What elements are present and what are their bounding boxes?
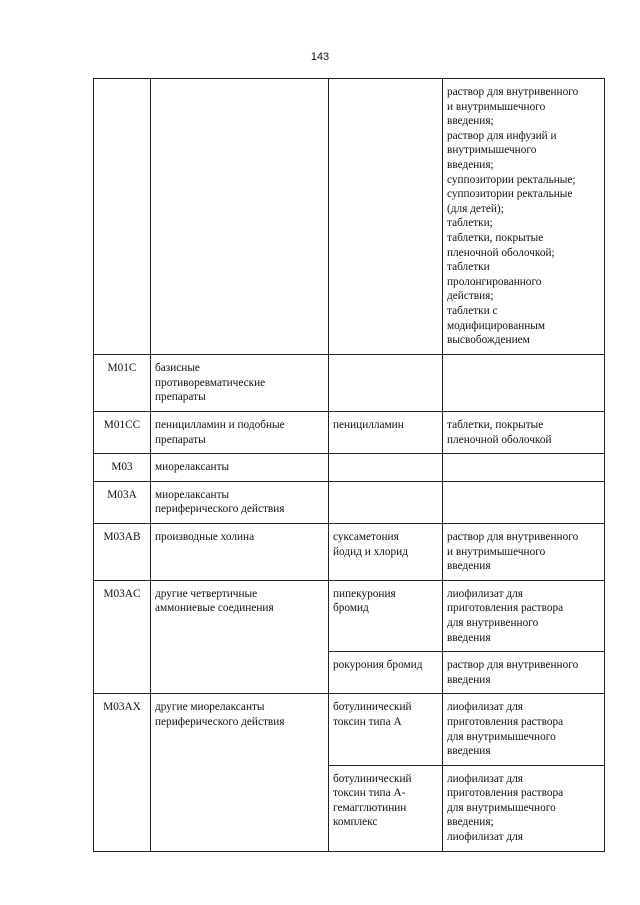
- drug-name-cell: [329, 481, 443, 523]
- drug-name-cell: ботулинический токсин типа А- гемагглютинин комплекс: [329, 765, 443, 851]
- dosage-form-cell: раствор для внутривенного введения: [443, 652, 605, 694]
- group-name-cell: производные холина: [151, 523, 329, 580]
- table-row: [94, 580, 605, 651]
- atc-code-cell: M03A: [94, 481, 151, 523]
- table-row: [94, 481, 605, 523]
- dosage-form-cell: [443, 355, 605, 412]
- drug-name-cell: [329, 355, 443, 412]
- atc-code-cell: [94, 79, 151, 355]
- atc-code-cell: M03AC: [94, 580, 151, 694]
- table-row: [94, 523, 605, 580]
- group-name-cell: другие миорелаксанты периферического действия: [151, 694, 329, 851]
- group-name-cell: миорелаксанты периферического действия: [151, 481, 329, 523]
- table-row: [94, 694, 605, 765]
- drug-name-cell: [329, 79, 443, 355]
- dosage-form-cell: лиофилизат для приготовления раствора для внутримышечного введения; лиофилизат для: [443, 765, 605, 851]
- group-name-cell: другие четвертичные аммониевые соединения: [151, 580, 329, 694]
- atc-code-cell: M01CC: [94, 412, 151, 454]
- group-name-cell: [151, 79, 329, 355]
- page-number: 143: [310, 51, 330, 63]
- dosage-form-cell: лиофилизат для приготовления раствора для внутримышечного введения: [443, 694, 605, 765]
- table-row: [94, 454, 605, 482]
- dosage-form-cell: [443, 481, 605, 523]
- group-name-cell: базисные противоревматические препараты: [151, 355, 329, 412]
- dosage-form-cell: раствор для внутривенного и внутримышечного введения: [443, 523, 605, 580]
- dosage-form-cell: лиофилизат для приготовления раствора для внутривенного введения: [443, 580, 605, 651]
- drug-name-cell: [329, 454, 443, 482]
- atc-code-cell: M03AB: [94, 523, 151, 580]
- table-row: [94, 79, 605, 355]
- drug-name-cell: рокурония бромид: [329, 652, 443, 694]
- drug-name-cell: ботулинический токсин типа А: [329, 694, 443, 765]
- atc-code-cell: M03AX: [94, 694, 151, 851]
- drug-name-cell: пеницилламин: [329, 412, 443, 454]
- dosage-form-cell: раствор для внутривенного и внутримышечного введения; раствор для инфузий и внутримышечного введения; суппозитории ректальные; суппозитории ректальные (для детей); таблетки; таблетки, покрытые пленочной оболочкой; таблетки пролонгированного действия; таблетки с модифицированным высвобождением: [443, 79, 605, 355]
- group-name-cell: миорелаксанты: [151, 454, 329, 482]
- atc-code-cell: M01C: [94, 355, 151, 412]
- dosage-form-cell: таблетки, покрытые пленочной оболочкой: [443, 412, 605, 454]
- table-row: [94, 412, 605, 454]
- group-name-cell: пеницилламин и подобные препараты: [151, 412, 329, 454]
- atc-code-cell: M03: [94, 454, 151, 482]
- table-row: [94, 355, 605, 412]
- dosage-form-cell: [443, 454, 605, 482]
- drug-name-cell: суксаметония йодид и хлорид: [329, 523, 443, 580]
- drug-table: [93, 78, 605, 852]
- drug-name-cell: пипекурония бромид: [329, 580, 443, 651]
